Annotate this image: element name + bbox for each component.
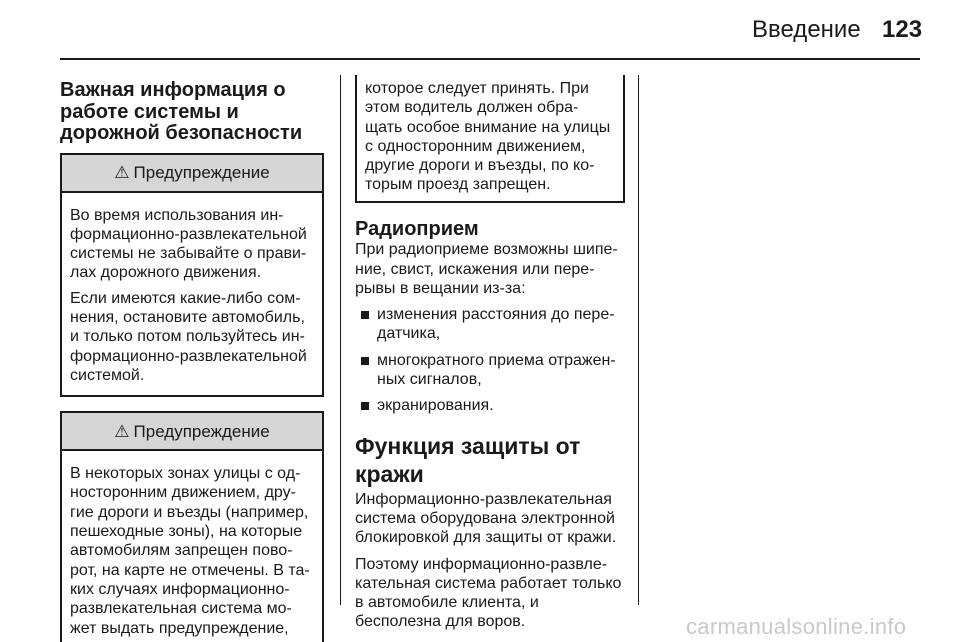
page-number: 123 (882, 16, 923, 43)
left-column (60, 80, 324, 642)
list-item (355, 396, 625, 415)
section-title-safety: Важная информация о работе системы и дорожной безопасности (60, 79, 303, 144)
list-item-text: изменения расстояния до пере-датчика, (377, 306, 615, 343)
warning-triangle-icon: ⚠ (114, 421, 130, 441)
watermark: carmanualsonline.info (686, 614, 907, 639)
warning-heading: Предупреждение (133, 421, 270, 441)
antitheft-paragraph: Поэтому информационно-развле-кательная система работает только в автомобиле клиента, и бесполезна для воров. (355, 555, 622, 631)
antitheft-paragraph: Информационно-развлекательная система оборудована электронной блокировкой для защиты от кражи. (355, 490, 617, 547)
radio-intro: При радиоприеме возможны шипе-ние, свист, искажения или пере-рывы в вещании из-за: (355, 241, 618, 297)
list-item-text: многократного приема отражен-ных сигналов, (377, 351, 616, 389)
right-column (355, 75, 625, 639)
page-header-title: Введение (752, 16, 861, 43)
warning-box-continued (355, 75, 625, 203)
section-title-radio: Радиоприем (355, 217, 479, 240)
header-rule (60, 58, 920, 60)
section-title-antitheft: Функция защиты от кражи (355, 432, 581, 487)
list-item (355, 305, 625, 344)
bullet-square-icon (361, 402, 369, 410)
list-item-text: экранирования. (377, 397, 494, 415)
bullet-square-icon (361, 311, 369, 319)
warning-box-2 (60, 411, 324, 642)
radio-bullet-list (355, 305, 625, 415)
warning-header (62, 155, 322, 193)
warning-body (62, 451, 322, 642)
warning-paragraph: которое следует принять. При этом водитель должен обра-щать особое внимание на улицы с односторонним движением, другие дороги и въезды, по ко-торым проезд запрещен. (365, 80, 611, 194)
list-item (355, 351, 625, 390)
warning-paragraph: В некоторых зонах улицы с од-носторонним движением, дру-гие дороги и въезды (например, пешеходные зоны), на которые автомобилям запрещен пово-рот, на карте не отмечены. В та-ких случаях информационно-развлекательная система мо-жет выдать предупреждение, (70, 465, 310, 637)
warning-header (62, 413, 322, 451)
warning-body (62, 193, 322, 396)
warning-paragraph: Во время использования ин-формационно-развлекательной системы не забывайте о прави-лах дорожного движения. (70, 206, 307, 282)
warning-box-1 (60, 153, 324, 398)
column-divider-right (638, 75, 639, 605)
bullet-square-icon (361, 357, 369, 365)
warning-triangle-icon: ⚠ (114, 162, 130, 182)
warning-paragraph: Если имеются какие-либо сом-нения, остановите автомобиль, и только потом пользуйтесь ин-формационно-развлекательной системой. (70, 289, 307, 384)
warning-heading: Предупреждение (133, 162, 270, 182)
column-divider-left (340, 75, 341, 605)
